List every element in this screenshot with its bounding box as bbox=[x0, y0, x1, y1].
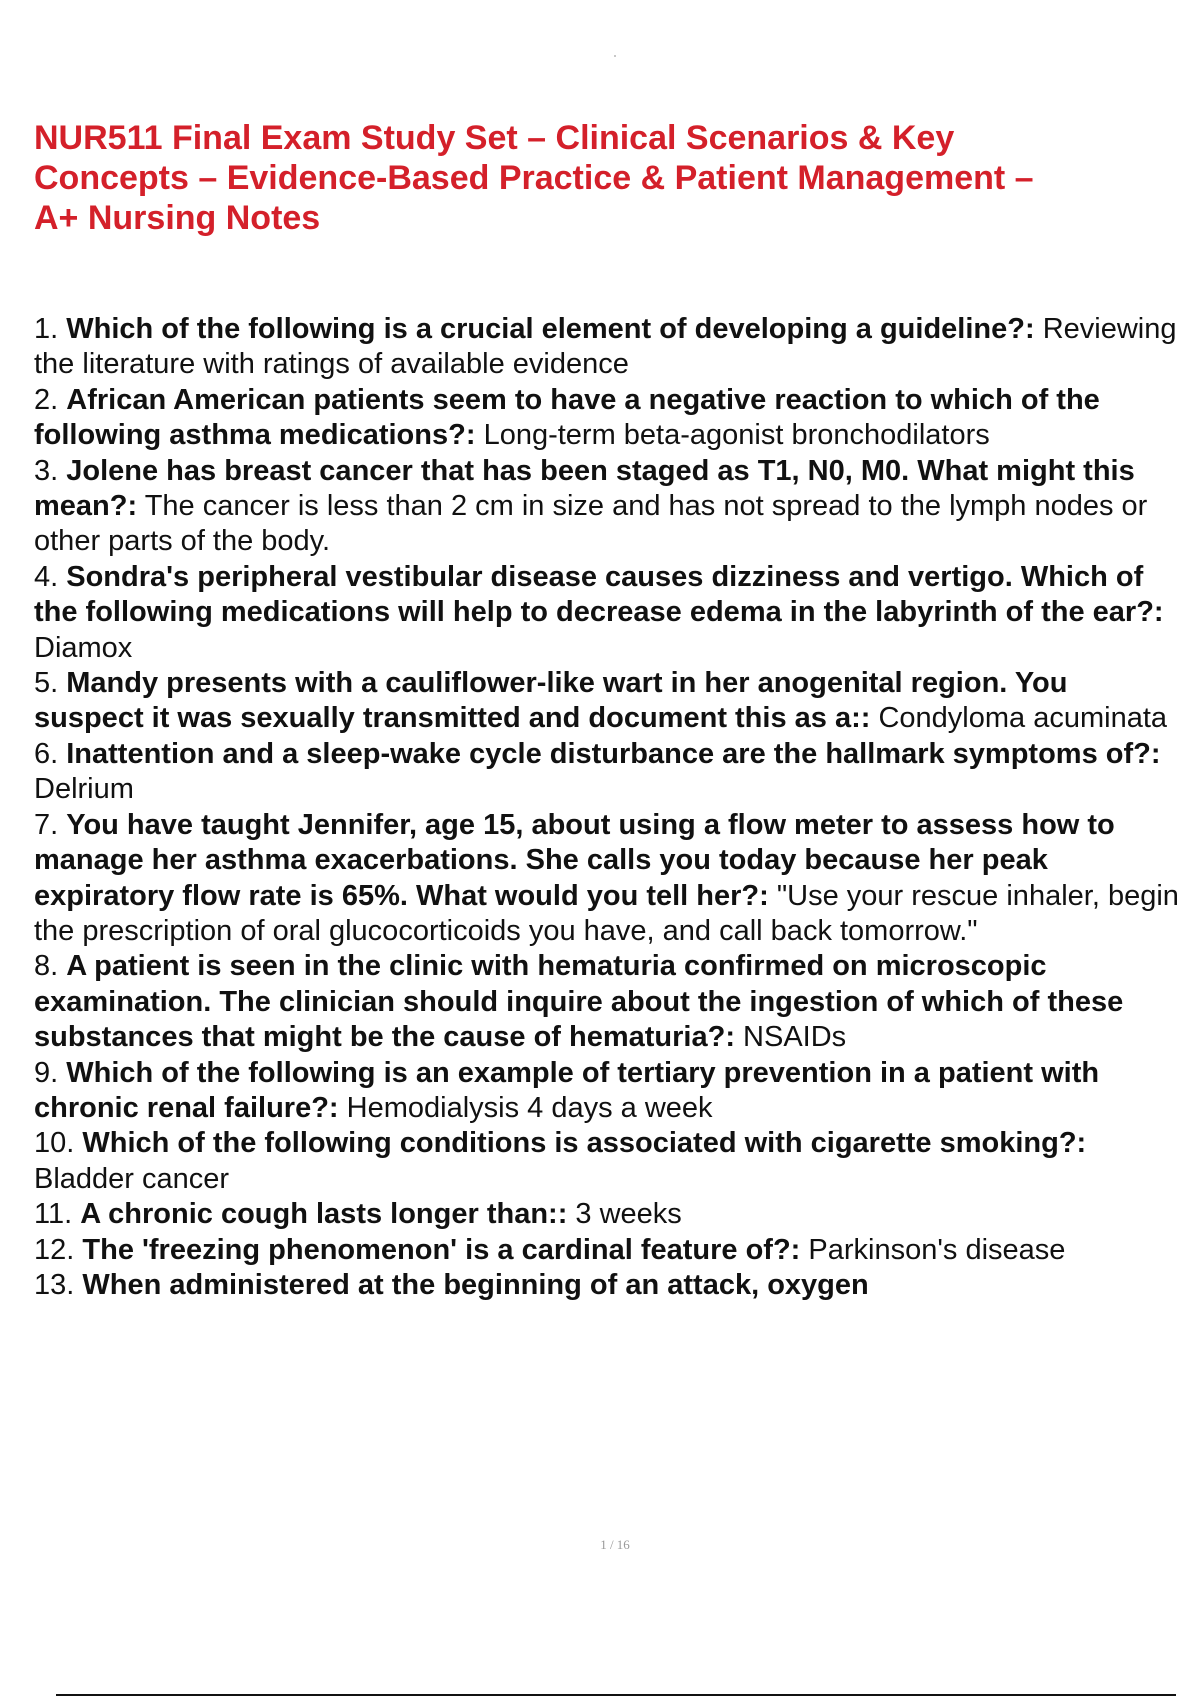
question-number: 2. bbox=[34, 383, 59, 416]
question-number: 13. bbox=[34, 1268, 75, 1301]
answer-text: Long-term beta-agonist bronchodilators bbox=[483, 419, 990, 452]
question-answer-list bbox=[34, 312, 1184, 1303]
qa-item bbox=[34, 666, 1184, 737]
question-text: A patient is seen in the clinic with hematuria confirmed on microscopic examination. The clinician should inquire about the ingestion of which of these substances that might be the cause of hematuria?: bbox=[34, 950, 1124, 1054]
question-number: 10. bbox=[34, 1127, 75, 1160]
page-number: 1 / 16 bbox=[600, 1537, 630, 1552]
document-title: NUR511 Final Exam Study Set – Clinical Scenarios & Key Concepts – Evidence-Based Practice & Patient Management – A+ Nursing Notes bbox=[34, 119, 1034, 237]
answer-text: "Use your rescue inhaler, begin the prescription of oral glucocorticoids you have, and call back tomorrow." bbox=[34, 879, 1179, 947]
qa-item bbox=[34, 808, 1184, 950]
question-text: The 'freezing phenomenon' is a cardinal feature of?: bbox=[82, 1233, 801, 1266]
qa-item bbox=[34, 737, 1184, 808]
question-text: Jolene has breast cancer that has been staged as T1, N0, M0. What might this mean?: bbox=[34, 454, 1135, 523]
answer-text: Delrium bbox=[34, 773, 134, 806]
question-number: 12. bbox=[34, 1233, 75, 1266]
question-number: 9. bbox=[34, 1056, 59, 1089]
qa-item bbox=[34, 383, 1184, 454]
question-number: 5. bbox=[34, 667, 59, 700]
question-text: Which of the following is an example of tertiary prevention in a patient with chronic renal failure?: bbox=[34, 1056, 1100, 1124]
question-text: Which of the following conditions is associated with cigarette smoking?: bbox=[82, 1127, 1087, 1160]
qa-item bbox=[34, 1056, 1184, 1127]
question-text: Inattention and a sleep-wake cycle disturbance are the hallmark symptoms of?: bbox=[66, 737, 1161, 770]
question-text: Mandy presents with a cauliflower-like wart in her anogenital region. You suspect it was sexually transmitted and document this as a:: bbox=[34, 667, 1068, 735]
qa-item bbox=[34, 1233, 1184, 1268]
answer-text: Condyloma acuminata bbox=[878, 702, 1168, 735]
question-number: 11. bbox=[34, 1198, 73, 1231]
answer-text: Diamox bbox=[34, 631, 133, 664]
question-number: 4. bbox=[34, 560, 59, 593]
question-text: A chronic cough lasts longer than:: bbox=[80, 1198, 568, 1231]
answer-text: NSAIDs bbox=[743, 1021, 847, 1054]
qa-item bbox=[34, 1197, 1184, 1232]
qa-item bbox=[34, 454, 1184, 560]
answer-text: Bladder cancer bbox=[34, 1162, 230, 1195]
question-number: 6. bbox=[34, 737, 59, 770]
answer-text: The cancer is less than 2 cm in size and has not spread to the lymph nodes or other parts of the body. bbox=[34, 490, 1148, 558]
question-text: African American patients seem to have a negative reaction to which of the following asthma medications?: bbox=[34, 383, 1100, 452]
question-text: You have taught Jennifer, age 15, about using a flow meter to assess how to manage her asthma exacerbations. She calls you today because her peak expiratory flow rate is 65%. What would you tell her?: bbox=[34, 808, 1115, 912]
qa-item bbox=[34, 1126, 1184, 1197]
question-text: Which of the following is a crucial element of developing a guideline?: bbox=[66, 313, 1035, 345]
qa-item bbox=[34, 1268, 1184, 1303]
qa-item bbox=[34, 312, 1184, 383]
qa-item bbox=[34, 560, 1184, 666]
answer-text: Reviewing the literature with ratings of available evidence bbox=[34, 313, 1177, 381]
scan-artifact-dot bbox=[614, 55, 616, 57]
bottom-divider bbox=[56, 1694, 1176, 1696]
qa-item bbox=[34, 949, 1184, 1055]
question-text: Sondra's peripheral vestibular disease causes dizziness and vertigo. Which of the following medications will help to decrease edema in the labyrinth of the ear?: bbox=[34, 560, 1164, 629]
answer-text: Parkinson's disease bbox=[808, 1233, 1066, 1266]
question-number: 7. bbox=[34, 808, 59, 841]
question-number: 1. bbox=[34, 313, 59, 345]
question-number: 8. bbox=[34, 950, 59, 983]
question-text: When administered at the beginning of an attack, oxygen bbox=[82, 1268, 869, 1301]
answer-text: Hemodialysis 4 days a week bbox=[346, 1091, 713, 1124]
answer-text: 3 weeks bbox=[575, 1198, 682, 1231]
question-number: 3. bbox=[34, 454, 59, 487]
